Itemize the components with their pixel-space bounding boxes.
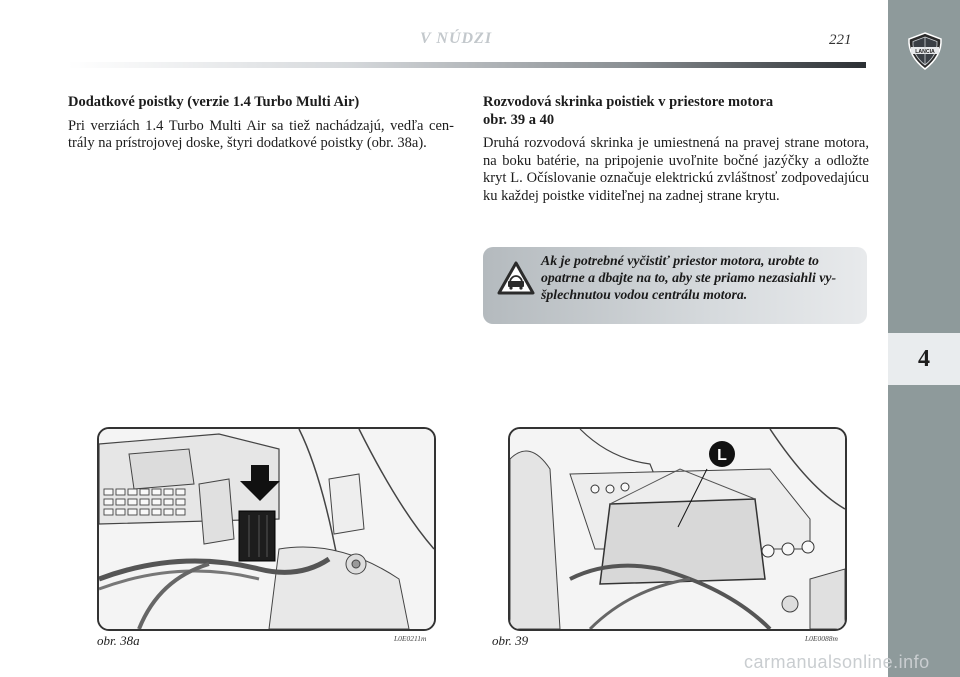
- figure-caption-39: obr. 39: [492, 633, 529, 648]
- chapter-tab[interactable]: 4: [888, 333, 960, 385]
- logo-lettering: LANCIA: [915, 48, 935, 55]
- figure-code-38a: L0E0211m: [394, 634, 427, 643]
- header-title: V NÚDZI: [420, 30, 493, 47]
- section-body-engine-box: Druhá rozvodová skrinka je umiestnená na pravej strane motora, na boku batérie, na pripojenie uvoľnite bočné jazýčky a odložte kryt L. Očíslovanie označuje elektrickú zvláštnosť zodpovedajúcu ku každej poistke viditeľnej na zadnej strane krytu.: [483, 135, 869, 204]
- figure-dashboard-fuses: [97, 427, 436, 631]
- figure-engine-fuse-box: [508, 427, 847, 631]
- warning-text: Ak je potrebné vyčistiť priestor motora, urobte to opatrne a dbajte na to, aby ste priamo nezasiahli vyšplechnutou vodou centrálu motora.: [541, 253, 837, 303]
- header-rule: [68, 62, 866, 68]
- warning-triangle-icon: [497, 261, 535, 295]
- figure-caption-38a: obr. 38a: [97, 633, 140, 648]
- dashboard-fuses-illustration: [99, 429, 434, 629]
- page-number: 221: [829, 32, 852, 48]
- lancia-logo: [904, 30, 946, 72]
- section-heading-engine-box: [483, 94, 869, 129]
- callout-label: L: [717, 447, 727, 464]
- section-body-fuses: Pri verziách 1.4 Turbo Multi Air sa tiež nachádzajú, vedľa centrály na prístrojovej doske, štyri dodatkové poistky (obr. 38a).: [68, 117, 454, 151]
- left-column: [68, 94, 454, 153]
- heading-line-1: Rozvodová skrinka poistiek v priestore motora: [483, 94, 774, 110]
- watermark: carmanualsonline.info: [744, 652, 930, 672]
- section-heading-fuses: Dodatkové poistky (verzie 1.4 Turbo Multi Air): [68, 94, 360, 110]
- engine-fuse-box-illustration: [510, 429, 845, 629]
- warning-box: [483, 247, 867, 324]
- figure-code-39: L0E0088m: [805, 634, 838, 643]
- heading-line-2: obr. 39 a 40: [483, 111, 555, 128]
- right-column: [483, 94, 869, 205]
